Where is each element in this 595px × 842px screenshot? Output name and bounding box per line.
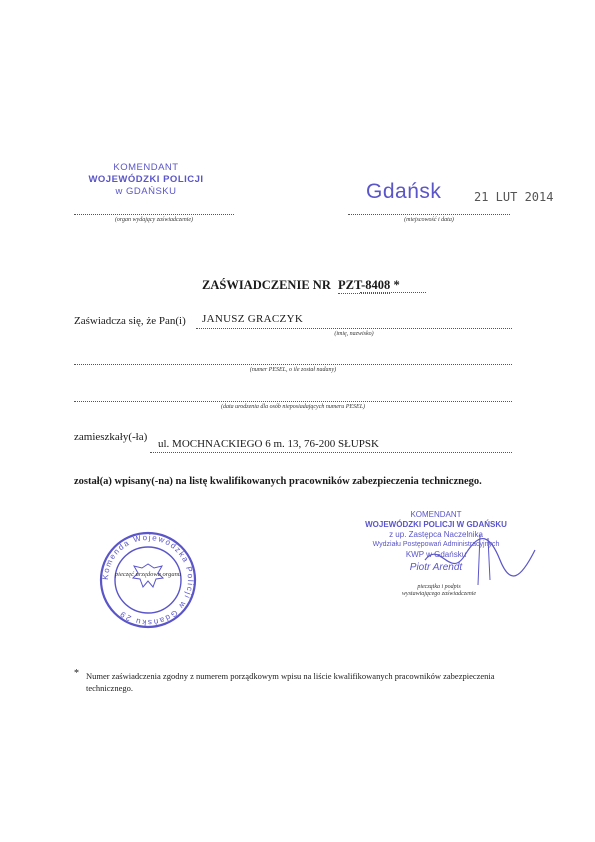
place-line [348, 214, 510, 215]
statement: został(a) wpisany(-na) na listę kwalifikowanych pracowników zabezpieczenia technicznego. [74, 476, 482, 487]
date-stamp: 21 LUT 2014 [474, 190, 554, 204]
dob-caption: (data urodzenia dla osób nieposiadających numeru PESEL) [220, 404, 366, 410]
pesel-line [74, 364, 512, 365]
footnote-text: Numer zaświadczenia zgodny z numerem porządkowym wpisu na liście kwalifikowanych pracowników zabezpieczenia technicznego. [86, 671, 495, 693]
sig-stamp-line3: z up. Zastępca Naczelnika [389, 530, 483, 539]
certify-label: Zaświadcza się, że Pan(i) [74, 315, 186, 327]
handwritten-signature [420, 530, 540, 590]
certificate-number: PZT-8408 [337, 278, 391, 292]
dob-line [74, 401, 512, 402]
sig-stamp-line1: KOMENDANT [410, 510, 462, 519]
holder-name: JANUSZ GRACZYK [202, 313, 304, 325]
resident-label: zamieszkały(-ła) [74, 431, 148, 443]
place-caption: (miejscowość i data) [404, 217, 454, 223]
name-line [196, 328, 512, 329]
round-seal [98, 530, 198, 630]
title-number-line [360, 292, 426, 293]
issuer-caption: (organ wydający zaświadczenie) [114, 217, 194, 223]
sig-stamp-line2: WOJEWÓDZKI POLICJI W GDAŃSKU [365, 520, 507, 529]
footnote-marker: * [74, 668, 79, 679]
sig-caption1: pieczątka i podpis [417, 584, 461, 590]
sig-stamp-line4: Wydziału Postępowań Administracyjnych [372, 541, 500, 548]
signer-name: Piotr Arendt [409, 562, 463, 573]
issuer-stamp-line3: w GDAŃSKU [115, 186, 177, 197]
address-line [150, 452, 512, 453]
round-seal-graphic [98, 530, 198, 630]
place-stamp: Gdańsk [366, 180, 442, 203]
seal-ring-text: Komenda Wojewódzka Policji w Gdańsku 29 [100, 532, 196, 628]
sig-caption2: wystawiającego zaświadczenie [401, 591, 477, 597]
address-value: ul. MOCHNACKIEGO 6 m. 13, 76-200 SŁUPSK [158, 438, 379, 450]
issuer-stamp-line2: WOJEWÓDZKI POLICJI [88, 174, 204, 185]
pesel-caption: (numer PESEL, o ile został nadany) [249, 367, 337, 373]
issuer-stamp-line1: KOMENDANT [113, 162, 179, 173]
seal-caption: pieczęć urzędowa organu [114, 571, 182, 578]
sig-stamp-line5: KWP w Gdańsku [405, 550, 467, 559]
title-prefix: ZAŚWIADCZENIE NR [202, 278, 331, 292]
issuer-line [74, 214, 234, 215]
title-asterisk: * [393, 278, 400, 292]
name-caption: (imię, nazwisko) [334, 331, 374, 337]
issuer-stamp [82, 162, 210, 198]
